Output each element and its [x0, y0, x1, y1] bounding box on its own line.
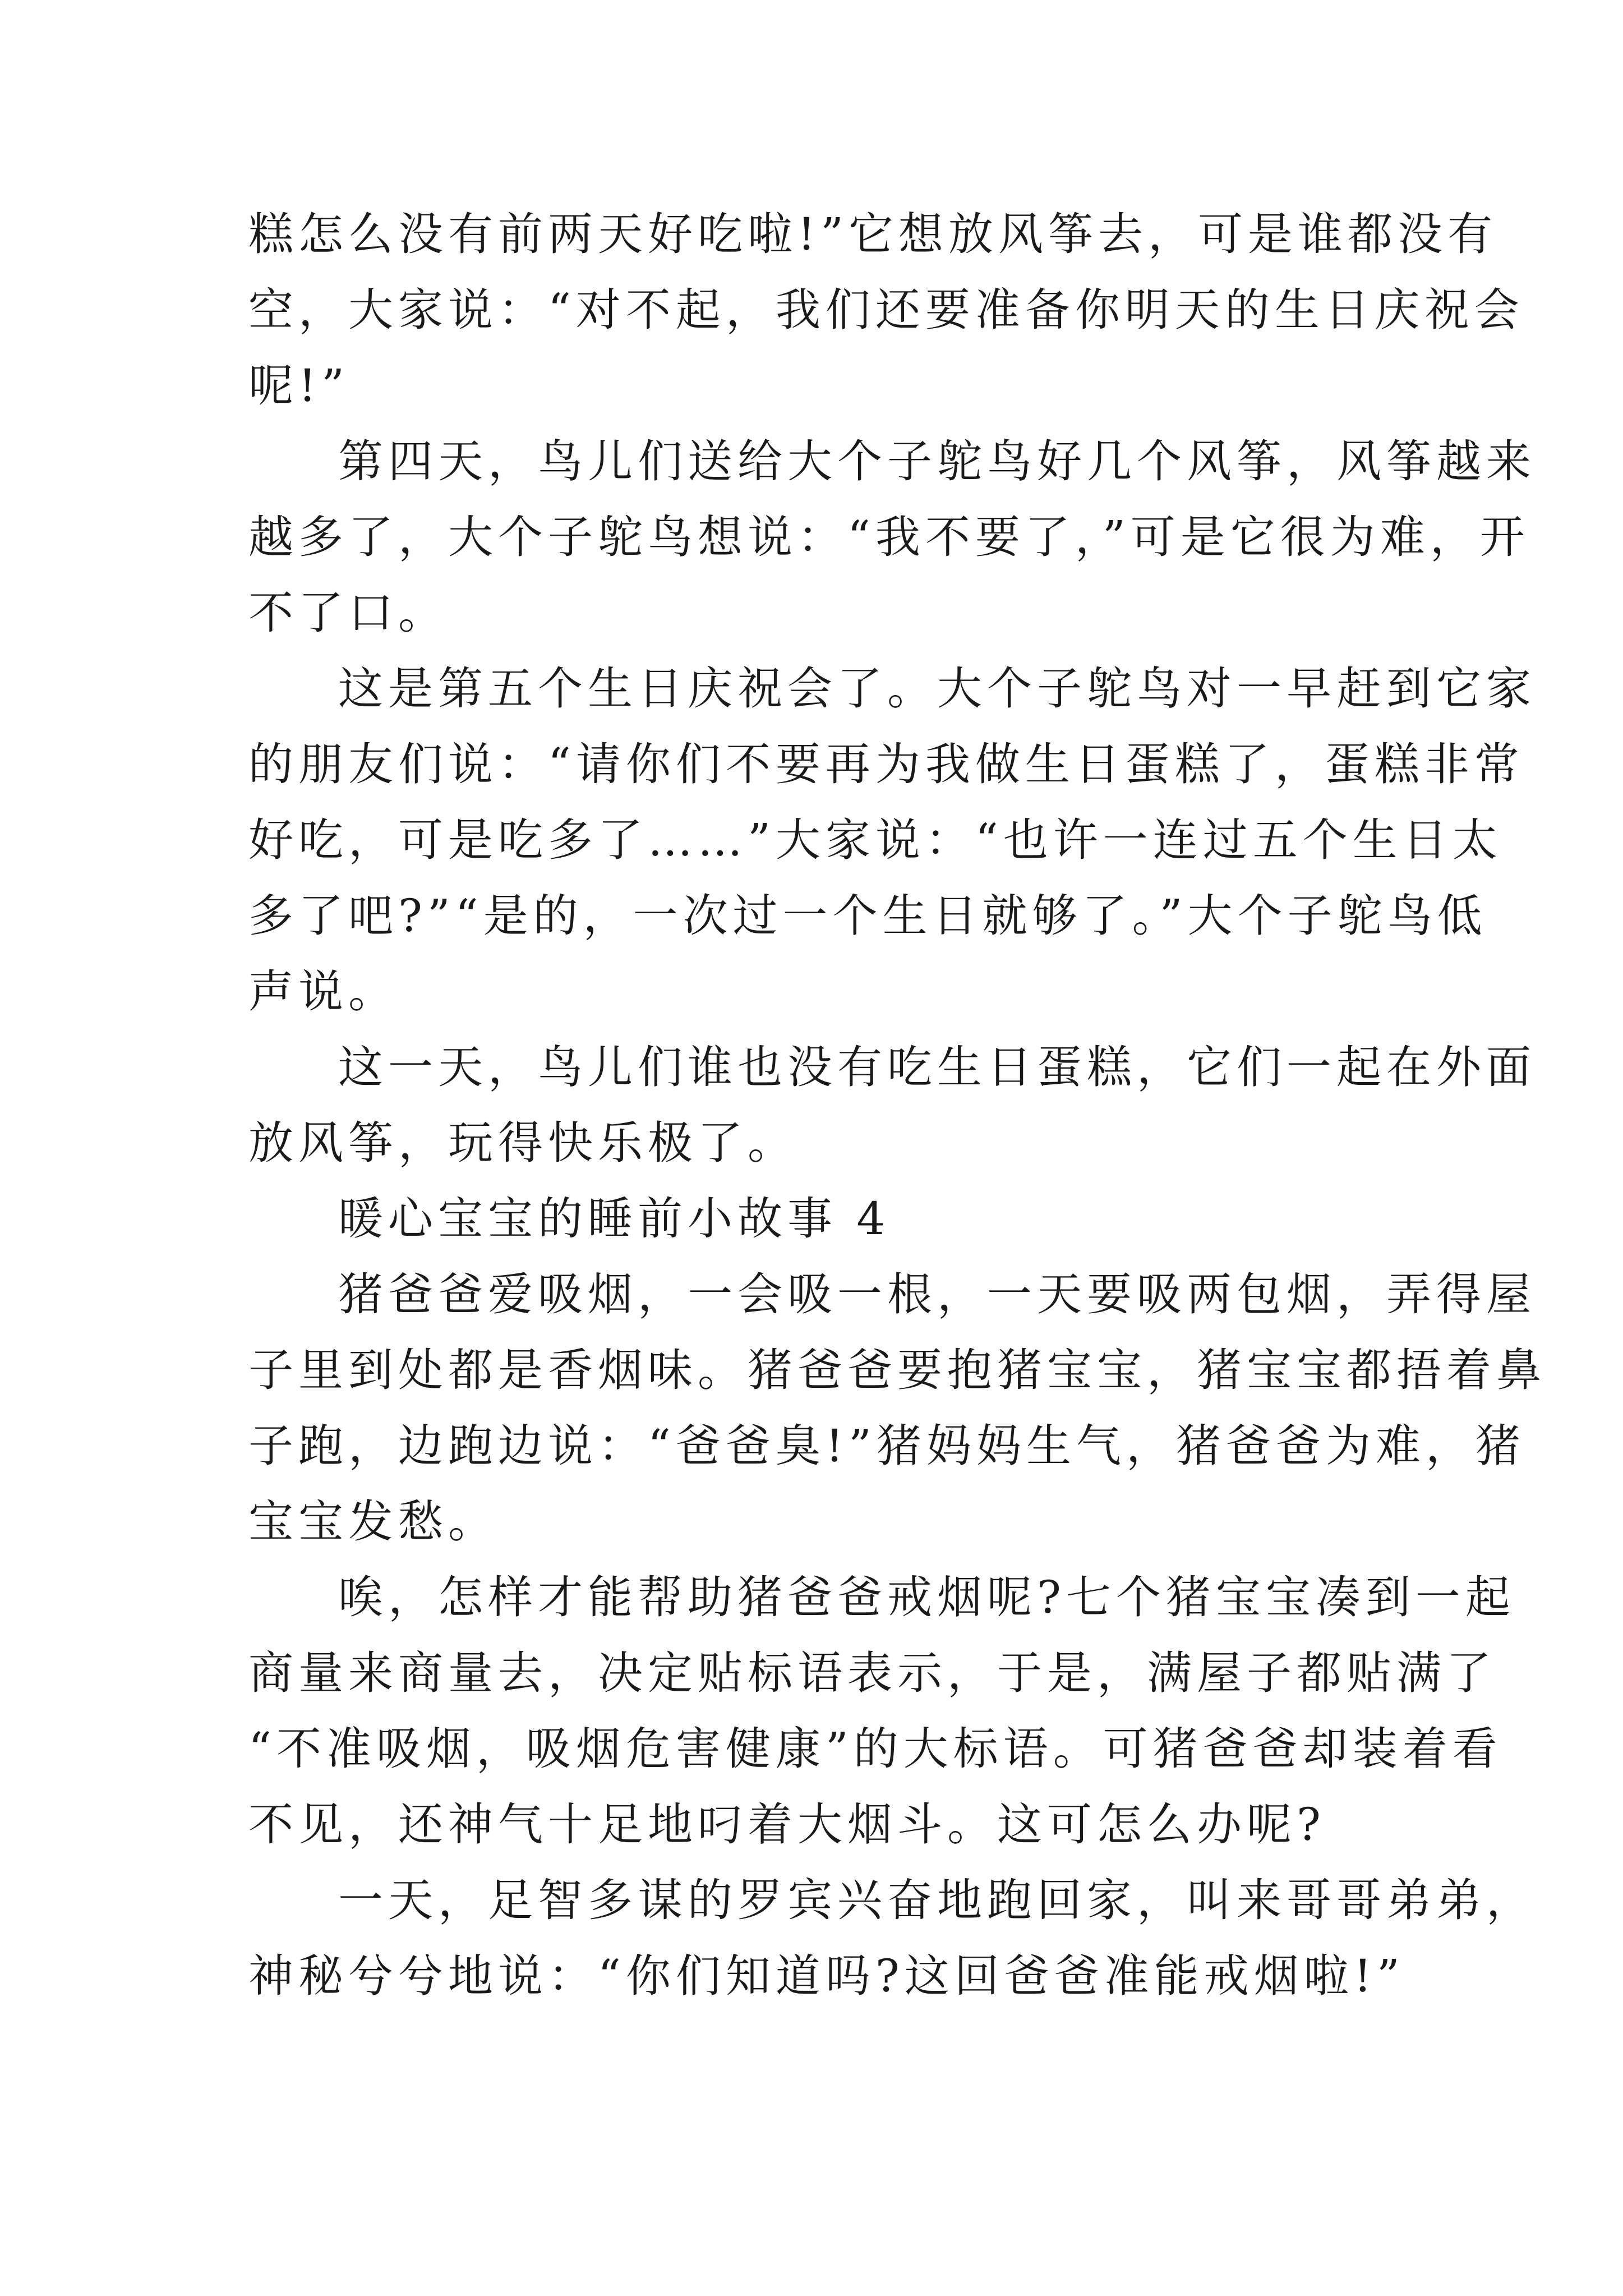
text-line: 不了口。	[248, 587, 448, 639]
paragraph-start-line: 一天，足智多谋的罗宾兴奋地跑回家，叫来哥哥弟弟，	[338, 1874, 1536, 1926]
paragraph-start-line: 第四天，鸟儿们送给大个子鸵鸟好几个风筝，风筝越来	[338, 435, 1536, 487]
paragraph-start-line: 猪爸爸爱吸烟，一会吸一根，一天要吸两包烟，弄得屋	[338, 1268, 1536, 1320]
text-line: “不准吸烟，吸烟危害健康”的大标语。可猪爸爸却装着看	[248, 1723, 1502, 1775]
text-line: 的朋友们说：“请你们不要再为我做生日蛋糕了，蛋糕非常	[248, 738, 1524, 790]
text-line: 糕怎么没有前两天好吃啦!”它想放风筝去，可是谁都没有	[248, 208, 1498, 260]
paragraph-start-line: 这是第五个生日庆祝会了。大个子鸵鸟对一早赶到它家	[338, 662, 1536, 715]
text-line: 呢!”	[248, 360, 350, 412]
text-line: 放风筝，玩得快乐极了。	[248, 1117, 797, 1169]
paragraph-start-line: 这一天，鸟儿们谁也没有吃生日蛋糕，它们一起在外面	[338, 1041, 1536, 1093]
text-line: 宝宝发愁。	[248, 1496, 498, 1548]
text-line: 越多了，大个子鸵鸟想说：“我不要了，”可是它很为难，开	[248, 511, 1530, 563]
text-line: 子跑，边跑边说：“爸爸臭!”猪妈妈生气，猪爸爸为难，猪	[248, 1420, 1525, 1472]
text-line: 声说。	[248, 965, 398, 1018]
text-line: 好吃，可是吃多了……”大家说：“也许一连过五个生日太	[248, 814, 1502, 866]
text-line: 子里到处都是香烟味。猪爸爸要抱猪宝宝，猪宝宝都捂着鼻	[248, 1344, 1546, 1396]
text-line: 多了吧?”“是的，一次过一个生日就够了。”大个子鸵鸟低	[248, 890, 1487, 942]
story-heading: 暖心宝宝的睡前小故事 4	[338, 1193, 891, 1245]
text-line: 商量来商量去，决定贴标语表示，于是，满屋子都贴满了	[248, 1647, 1496, 1699]
paragraph-start-line: 唉，怎样才能帮助猪爸爸戒烟呢?七个猪宝宝凑到一起	[338, 1571, 1515, 1623]
text-line: 空，大家说：“对不起，我们还要准备你明天的生日庆祝会	[248, 284, 1524, 336]
text-line: 不见，还神气十足地叼着大烟斗。这可怎么办呢?	[248, 1798, 1326, 1851]
text-line: 神秘兮兮地说：“你们知道吗?这回爸爸准能戒烟啦!”	[248, 1950, 1405, 2002]
